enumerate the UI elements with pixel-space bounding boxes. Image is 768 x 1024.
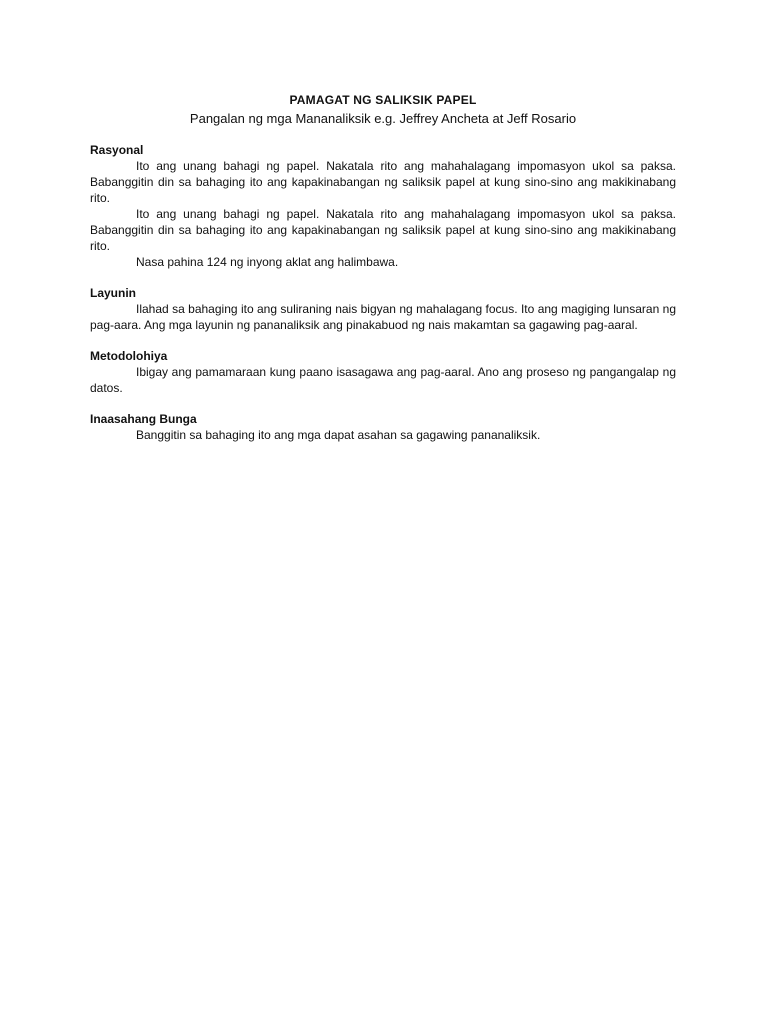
- section-paragraph: Ito ang unang bahagi ng papel. Nakatala rito ang mahahalagang impomasyon ukol sa paksa. Babanggitin din sa bahaging ito ang kapakinabangan ng saliksik papel at kung sino-sino ang makikinabang rito.: [90, 159, 676, 205]
- section-inaasahang-bunga: [90, 411, 676, 443]
- section-paragraph: Ilahad sa bahaging ito ang suliraning nais bigyan ng mahalagang focus. Ito ang magiging lunsaran ng pag-aara. Ang mga layunin ng pananaliksik ang pinakabuod ng nais makamtan sa gagawing pag-aaral.: [90, 302, 676, 332]
- section-heading: Layunin: [90, 286, 137, 300]
- section-layunin: [90, 285, 676, 333]
- section-metodolohiya: [90, 348, 676, 396]
- section-paragraph: Banggitin sa bahaging ito ang mga dapat asahan sa gagawing pananaliksik.: [136, 428, 541, 442]
- section-heading: Inaasahang Bunga: [90, 412, 197, 426]
- document-authors: Pangalan ng mga Mananaliksik e.g. Jeffrey Ancheta at Jeff Rosario: [189, 111, 577, 126]
- section-heading: Rasyonal: [90, 143, 144, 157]
- section-paragraph: Nasa pahina 124 ng inyong aklat ang halimbawa.: [136, 255, 399, 269]
- section-heading: Metodolohiya: [90, 349, 168, 363]
- section-rasyonal: [90, 142, 676, 270]
- document-title: PAMAGAT NG SALIKSIK PAPEL: [289, 93, 477, 107]
- document-page: [90, 92, 676, 443]
- section-paragraph: Ito ang unang bahagi ng papel. Nakatala rito ang mahahalagang impomasyon ukol sa paksa. Babanggitin din sa bahaging ito ang kapakinabangan ng saliksik papel at kung sino-sino ang makikinabang rito.: [90, 207, 676, 253]
- section-paragraph: Ibigay ang pamamaraan kung paano isasagawa ang pag-aaral. Ano ang proseso ng pangangalap ng datos.: [90, 365, 676, 395]
